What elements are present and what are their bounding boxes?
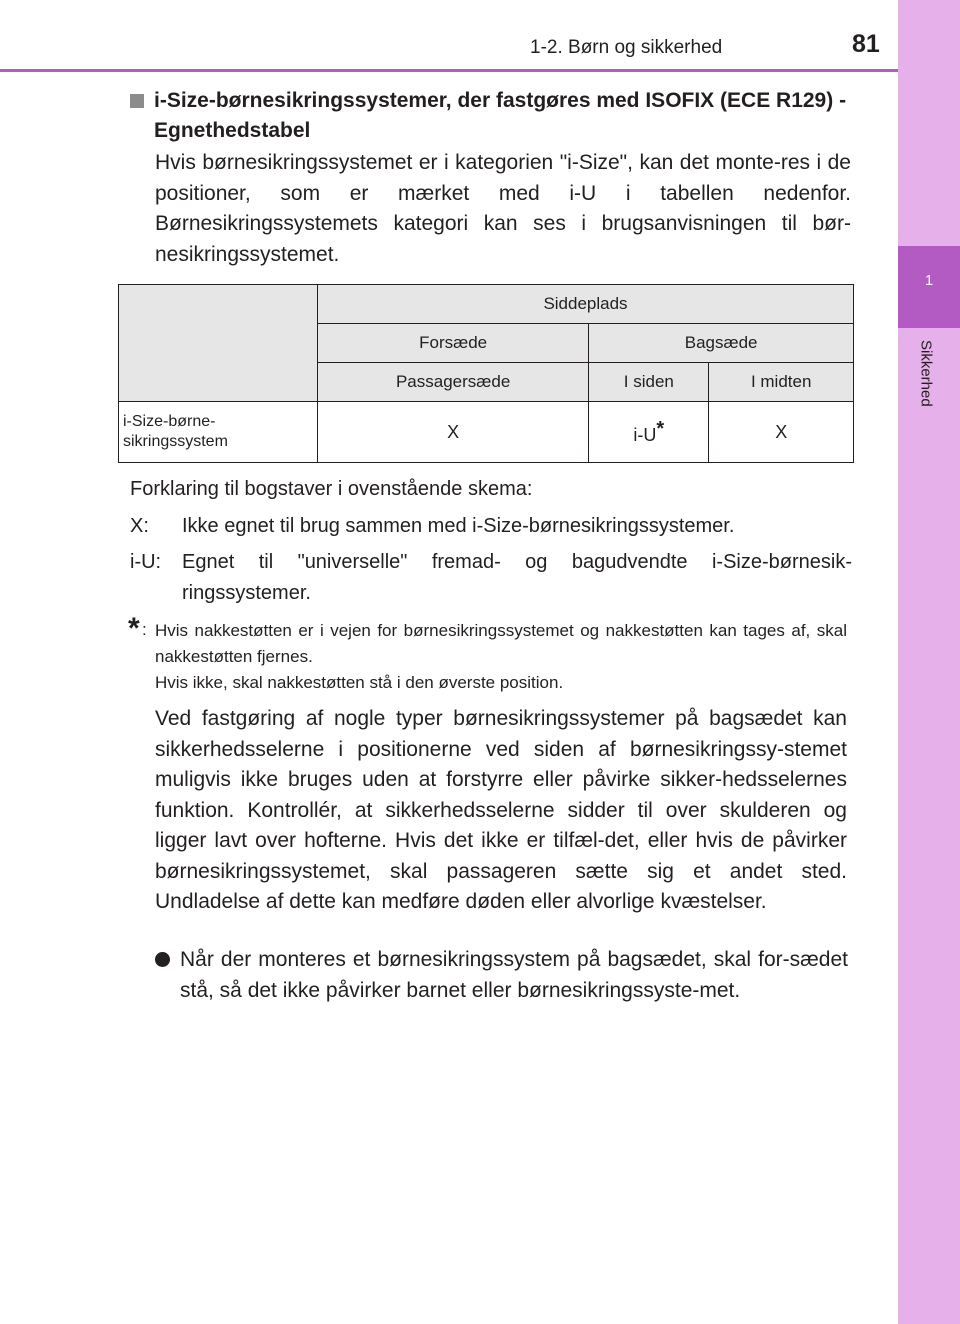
outboard-seat-header: I siden [589,363,709,402]
chapter-number: 1 [924,272,934,289]
round-bullet-icon [155,952,170,967]
row-label: i-Size-børne- sikringssystem [119,402,318,463]
cell-passenger: X [318,402,589,463]
cell-outboard: i-U* [589,402,709,463]
legend-title: Forklaring til bogstaver i ovenstående skema: [130,478,533,500]
footnote-line: Hvis nakkestøtten er i vejen for børnesikringssystemet og nakkestøtten kan tages af, skal nakkestøtten fjernes. [155,621,847,666]
table-corner-cell [119,285,318,402]
page-number: 81 [852,30,880,58]
footnote-mark: * [656,418,665,440]
legend-key: i-U: [130,551,162,573]
footnote-colon: : [142,620,147,639]
section-heading [130,86,850,146]
suitability-table [118,284,854,463]
footnote-line: Hvis ikke, skal nakkestøtten stå i den øverste position. [155,673,564,692]
legend-text: Egnet til "universelle" fremad- og bagudvendte i-Size-børnesik-ringssystemer. [182,551,852,604]
legend-item-iu [130,547,852,609]
legend-item-x [130,511,852,542]
warning-paragraph: Ved fastgøring af nogle typer børnesikringssystemer på bagsædet kan sikkerhedsselerne i positionerne ved siden af børnesikringssy-stemet muligvis ikke bruges uden at forstyrre eller påvirke sikker-hedsselernes funktion. Kontrollér, at sikkerhedsselerne sidder til over skulderen og ligger lavt over hofterne. Hvis det ikke er tilfæl-det, eller hvis de påvirker børnesikringssystemet, skal passageren sætte sig et andet sted. Undladelse af dette kan medføre døden eller alvorlige kvæstelser. [155,707,847,913]
header-section-title: 1-2. Børn og sikkerhed [530,37,723,58]
intro-paragraph: Hvis børnesikringssystemet er i kategorien "i-Size", kan det monte-res i de positioner, som er mærket med i-U i tabellen nedenfor. Børnesikringssystemets kategori kan ses i brugsanvisningen til bør-nesikringssystemet. [155,151,851,266]
chapter-sidebar [898,0,960,1324]
table-row [119,402,854,463]
passenger-seat-header: Passagersæde [318,363,589,402]
footnote-star: * [128,612,140,645]
rear-seat-header: Bagsæde [589,324,854,363]
front-seat-header: Forsæde [318,324,589,363]
cell-center: X [709,402,854,463]
bullet-paragraph: Når der monteres et børnesikringssystem på bagsædet, skal for-sædet stå, så det ikke påvirker barnet eller børnesikringssyste-met. [180,948,848,1002]
section-heading-text: i-Size-børnesikringssystemer, der fastgøres med ISOFIX (ECE R129) - Egnethedstabel [154,89,847,142]
center-seat-header: I midten [709,363,854,402]
seating-position-header: Siddeplads [318,285,854,324]
legend-key: X: [130,515,149,537]
footnote [155,618,847,696]
header-divider [0,69,898,72]
legend-text: Ikke egnet til brug sammen med i-Size-børnesikringssystemer. [182,515,735,537]
chapter-label: Sikkerhed [917,340,935,407]
square-bullet-icon [130,94,144,108]
